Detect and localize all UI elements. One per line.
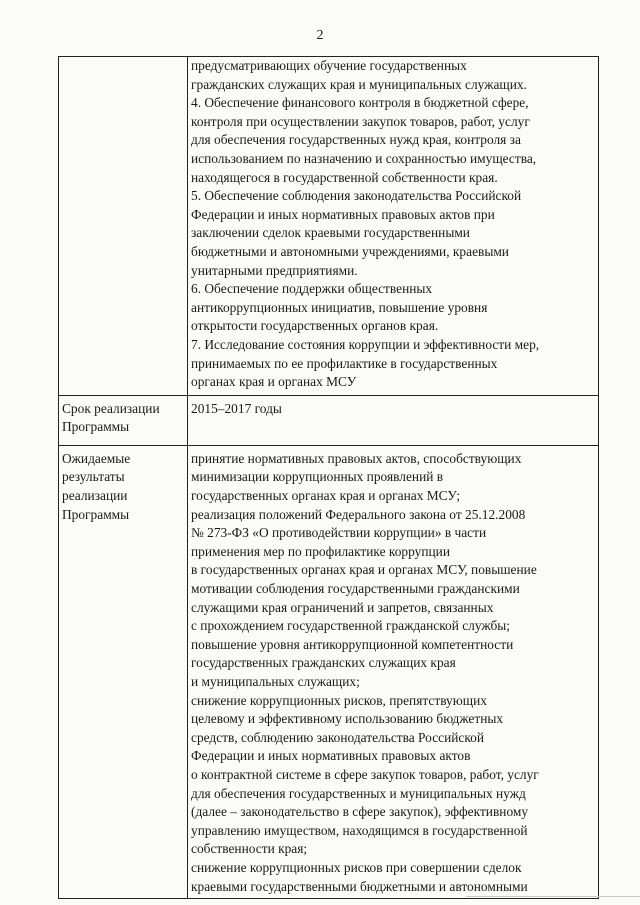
row-label-line: Программы xyxy=(62,506,130,522)
row-content-line: (далее – законодательство в сфере закупок), эффективному xyxy=(191,804,529,820)
row-label-line: Ожидаемые xyxy=(62,450,131,466)
row-content-line: контроля при осуществлении закупок товаров, работ, услуг xyxy=(191,113,530,129)
row-content-line: № 273-ФЗ «О противодействии коррупции» в части xyxy=(191,525,487,541)
row-label-line: реализации xyxy=(62,488,128,504)
row-label-line: результаты xyxy=(62,469,125,485)
row-content-line: 6. Обеспечение поддержки общественных xyxy=(191,281,433,297)
row-content-cell xyxy=(188,57,599,396)
program-passport-table xyxy=(58,56,599,899)
row-content-line: снижение коррупционных рисков, препятствующих xyxy=(191,692,487,708)
scan-edge-line xyxy=(466,896,640,897)
row-content-line: 4. Обеспечение финансового контроля в бюджетной сфере, xyxy=(191,95,529,111)
row-content-line: реализация положений Федерального закона от 25.12.2008 xyxy=(191,506,526,522)
row-content-line: государственных органах края и органах МСУ; xyxy=(191,488,461,504)
page-number: 2 xyxy=(316,28,324,43)
row-content-line: управлению имуществом, находящимся в государственной xyxy=(191,822,528,838)
row-content-line: унитарными предприятиями. xyxy=(191,262,358,278)
row-content-line: государственных гражданских служащих края xyxy=(191,655,456,671)
row-content-line: с прохождением государственной гражданской службы; xyxy=(191,618,510,634)
table-body xyxy=(59,57,599,899)
row-content-line: 5. Обеспечение соблюдения законодательства Российской xyxy=(191,188,522,204)
row-label-line: Программы xyxy=(62,419,130,435)
row-content-line: принятие нормативных правовых актов, способствующих xyxy=(191,450,522,466)
table-row xyxy=(59,57,599,396)
row-content-line: Федерации и иных нормативных правовых актов при xyxy=(191,206,495,222)
row-content-line: бюджетными и автономными учреждениями, краевыми xyxy=(191,243,509,259)
row-content-line: для обеспечения государственных и муниципальных нужд xyxy=(191,785,526,801)
row-content-line: 2015–2017 годы xyxy=(191,400,282,416)
row-content-line: Федерации и иных нормативных правовых актов xyxy=(191,748,471,764)
row-content-line: применения мер по профилактике коррупции xyxy=(191,543,450,559)
row-content-line: принимаемых по ее профилактике в государственных xyxy=(191,355,498,371)
row-content-line: открытости государственных органов края. xyxy=(191,318,439,334)
row-label-line: Срок реализации xyxy=(62,400,160,416)
row-content-line: минимизации коррупционных проявлений в xyxy=(191,469,444,485)
row-content-line: средств, соблюдению законодательства Российской xyxy=(191,729,485,745)
row-content-line: и муниципальных служащих; xyxy=(191,674,360,689)
row-label-cell xyxy=(59,445,188,898)
row-content-cell xyxy=(188,395,599,445)
row-content-line: 7. Исследование состояния коррупции и эффективности мер, xyxy=(191,336,540,352)
row-content-line: о контрактной системе в сфере закупок товаров, работ, услуг xyxy=(191,766,539,782)
table-row xyxy=(59,445,599,898)
row-content-cell xyxy=(188,445,599,898)
row-content-line: повышение уровня антикоррупционной компетентности xyxy=(191,636,514,652)
row-content-line: гражданских служащих края и муниципальных служащих. xyxy=(191,76,527,92)
row-content-line: органах края и органах МСУ xyxy=(191,374,357,390)
row-content-line: мотивации соблюдения государственными гражданскими xyxy=(191,581,520,597)
row-content-line: для обеспечения государственных нужд края, контроля за xyxy=(191,132,521,148)
row-content-line: краевыми государственными бюджетными и автономными xyxy=(191,878,528,894)
row-content-line: находящегося в государственной собственности края. xyxy=(191,169,498,185)
row-content-line: использованием по назначению и сохранностью имущества, xyxy=(191,150,537,166)
row-content-line: антикоррупционных инициатив, повышение уровня xyxy=(191,299,488,315)
row-content-line: в государственных органах края и органах МСУ, повышение xyxy=(191,562,537,578)
table-row xyxy=(59,395,599,445)
row-content-line: снижение коррупционных рисков при совершении сделок xyxy=(191,859,522,875)
row-content-line: собственности края; xyxy=(191,841,308,857)
row-content-line: служащими края ограничений и запретов, связанных xyxy=(191,599,494,615)
row-content-line: целевому и эффективному использованию бюджетных xyxy=(191,711,504,727)
row-label-cell xyxy=(59,395,188,445)
row-content-line: заключении сделок краевыми государственными xyxy=(191,225,470,241)
row-content-line: предусматривающих обучение государственных xyxy=(191,58,467,73)
row-label-cell xyxy=(59,57,188,396)
